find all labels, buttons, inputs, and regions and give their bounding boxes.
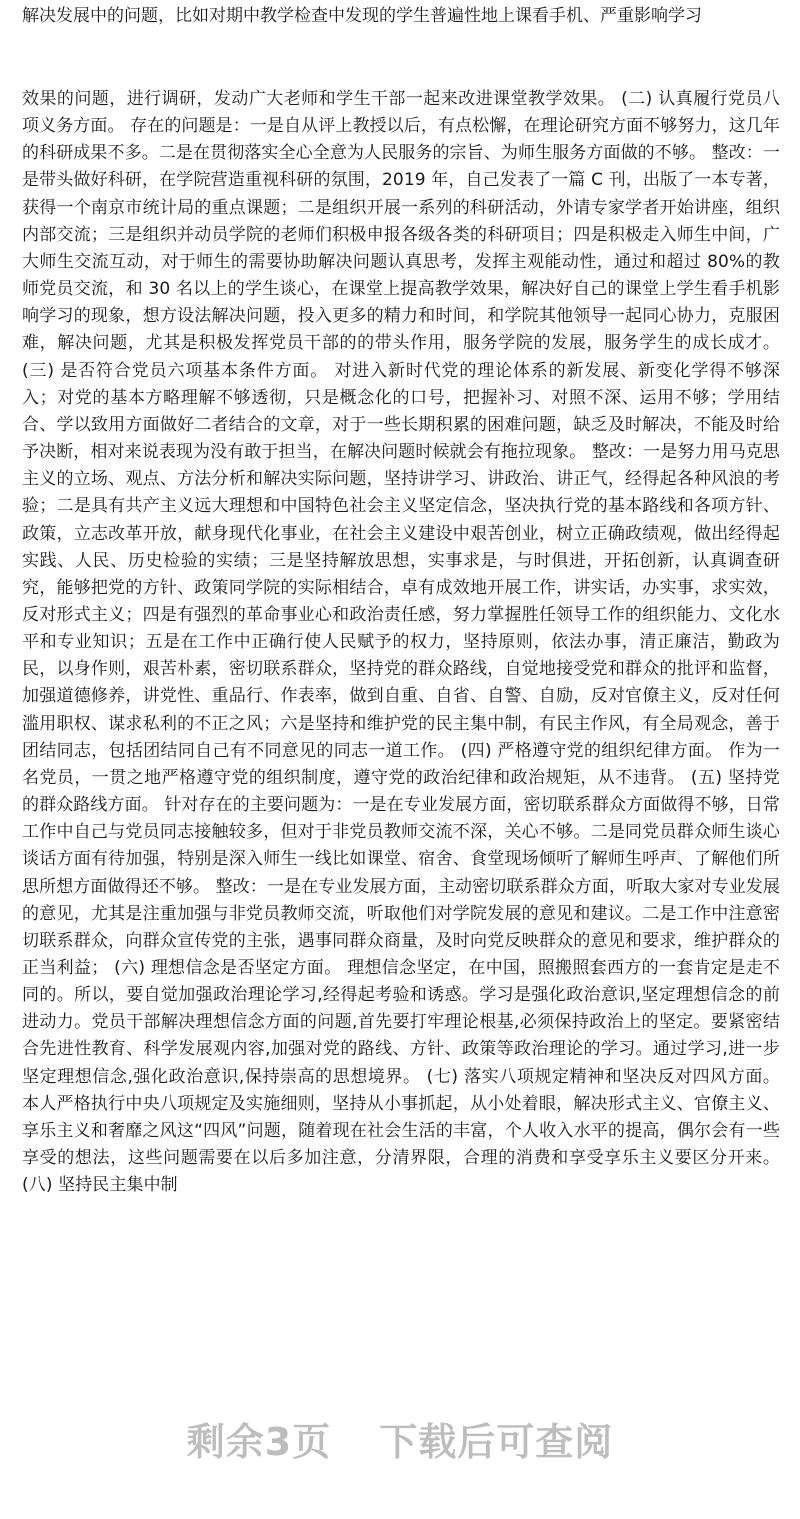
document-top-line: 解决发展中的问题，比如对期中教学检查中发现的学生普遍性地上课看手机、严重影响学习 <box>22 6 702 26</box>
download-prompt-label[interactable]: 下载后可查阅 <box>379 1420 614 1464</box>
remaining-pages-label: 剩余3页 <box>186 1420 332 1464</box>
document-paragraph: 效果的问题，进行调研，发动广大老师和学生干部一起来改进课堂教学效果。 (二) 认真履行党员八项义务方面。 存在的问题是：一是自从评上教授以后，有点松懈，在理论研究方面不够努力，这几年的科研成果不多。二是在贯彻落实全心全意为人民服务的宗旨、为师生服务方面做的不够。 整改：一是带头做好科研，在学院营造重视科研的氛围，2019 年，自己发表了一篇 C 刊，出版了一本专著，获得一个南京市统计局的重点课题；二是组织开展一系列的科研活动，外请专家学者开始讲座，组织内部交流；三是组织并动员学院的老师们积极申报各级各类的科研项目；四是积极走入师生中间，广大师生交流互动，对于师生的需要协助解决问题认真思考，发挥主观能动性，通过和超过 80%的教师党员交流，和 30 名以上的学生谈心，在课堂上提高教学效果，解决好自己的课堂上学生看手机影响学习的现象，想方设法解决问题，投入更多的精力和时间，和学院其他领导一起同心协力，克服困难，解决问题，尤其是积极发挥党员干部的的带头作用，服务学院的发展，服务学生的成长成才。(三) 是否符合党员六项基本条件方面。 对进入新时代党的理论体系的新发展、新变化学得不够深入；对党的基本方略理解不够透彻，只是概念化的口号，把握补习、对照不深、运用不够；学用结合、学以致用方面做好二者结合的文章，对于一些长期积累的困难问题，缺乏及时解决，不能及时给予决断，相对来说表现为没有敢于担当，在解决问题时候就会有拖拉现象。 整改：一是努力用马克思主义的立场、观点、方法分析和解决实际问题，坚持讲学习、讲政治、讲正气，经得起各种风浪的考验；二是具有共产主义远大理想和中国特色社会主义坚定信念，坚决执行党的基本路线和各项方针、政策，立志改革开放，献身现代化事业，在社会主义建设中艰苦创业，树立正确政绩观，做出经得起实践、人民、历史检验的实绩；三是坚持解放思想，实事求是，与时俱进，开拓创新，认真调查研究，能够把党的方针、政策同学院的实际相结合，卓有成效地开展工作，讲实话，办实事，求实效，反对形式主义；四是有强烈的革命事业心和政治责任感，努力掌握胜任领导工作的组织能力、文化水平和专业知识；五是在工作中正确行使人民赋予的权力，坚持原则，依法办事，清正廉洁，勤政为民，以身作则，艰苦朴素，密切联系群众，坚持党的群众路线，自觉地接受党和群众的批评和监督，加强道德修养，讲党性、重品行、作表率，做到自重、自省、自警、自励，反对官僚主义，反对任何滥用职权、谋求私利的不正之风；六是坚持和维护党的民主集中制，有民主作风，有全局观念，善于团结同志，包括团结同自己有不同意见的同志一道工作。 (四) 严格遵守党的组织纪律方面。 作为一名党员，一贯之地严格遵守党的组织制度，遵守党的政治纪律和政治规矩，从不违背。 (五) 坚持党的群众路线方面。 针对存在的主要问题为：一是在专业发展方面，密切联系群众方面做得不够，日常工作中自己与党员同志接触较多，但对于非党员教师交流不深，关心不够。二是同党员群众师生谈心谈话方面有待加强，特别是深入师生一线比如课堂、宿舍、食堂现场倾听了解师生呼声、了解他们所思所想方面做得还不够。 整改：一是在专业发展方面，主动密切联系群众方面，听取大家对专业发展的意见，尤其是注重加强与非党员教师交流，听取他们对学院发展的意见和建议。二是工作中注意密切联系群众，向群众宣传党的主张，遇事同群众商量，及时向党反映群众的意见和要求，维护群众的正当利益； (六) 理想信念是否坚定方面。 理想信念坚定，在中国，照搬照套西方的一套肯定是走不同的。所以，要自觉加强政治理论学习,经得起考验和诱惑。学习是强化政治意识,坚定理想信念的前进动力。党员干部解决理想信念方面的问题,首先要打牢理论根基,必须保持政治上的坚定。要紧密结合先进性教育、科学发展观内容,加强对党的路线、方针、政策等政治理论的学习。通过学习,进一步坚定理想信念,强化政治意识,保持崇高的思想境界。 (七) 落实八项规定精神和坚决反对四风方面。 本人严格执行中央八项规定及实施细则，坚持从小事抓起，从小处着眼，解决形式主义、官僚主义、享乐主义和奢靡之风这“四风”问题，随着现在社会生活的丰富，个人收入水平的提高，偶尔会有一些享受的想法，这些问题需要在以后多加注意，分清界限，合理的消费和享受享乐主义要区分开来。 (八) 坚持民主集中制 <box>22 89 780 1196</box>
download-banner[interactable] <box>0 1412 800 1472</box>
document-body <box>22 86 780 1199</box>
